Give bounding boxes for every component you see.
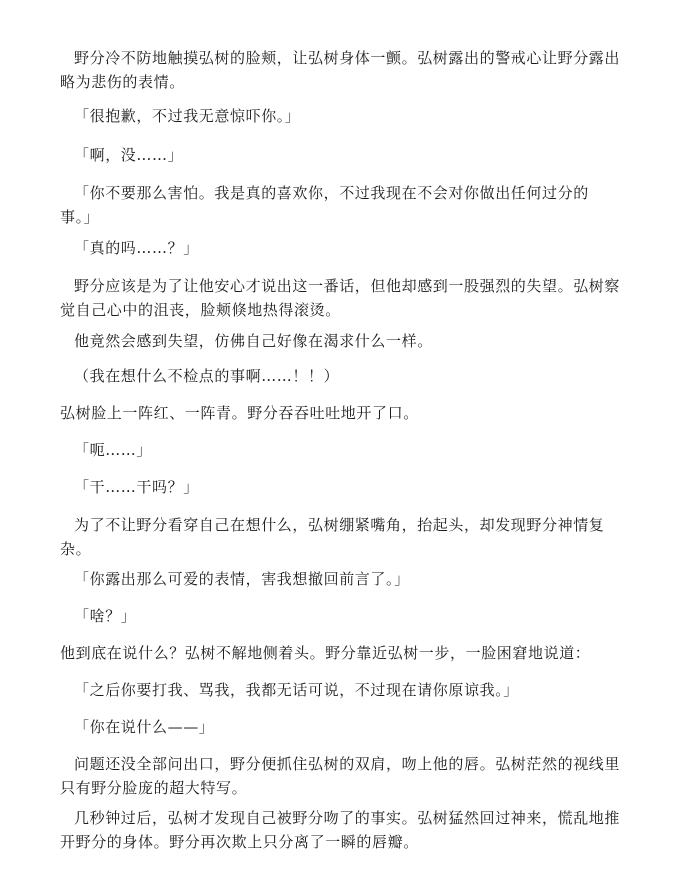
paragraph xyxy=(74,143,634,167)
text-line: 「你不要那么害怕。我是真的喜欢你，不过我现在不会对你做出任何过分的 xyxy=(74,184,589,202)
paragraph xyxy=(60,401,634,425)
text-line: 「呃……」 xyxy=(74,441,153,459)
text-line: 「你在说什么——」 xyxy=(74,718,215,736)
text-line: 事。」 xyxy=(60,208,100,226)
text-line: 只有野分脸庞的超大特写。 xyxy=(60,779,248,797)
text-line: 「干……干吗？」 xyxy=(74,478,199,496)
text-line: 他到底在说什么？弘树不解地侧着头。野分靠近弘树一步，一脸困窘地说道： xyxy=(60,644,591,662)
paragraph xyxy=(74,715,634,739)
paragraph xyxy=(74,329,634,353)
text-line: 开野分的身体。野分再次欺上只分离了一瞬的唇瓣。 xyxy=(60,833,419,851)
text-line: 杂。 xyxy=(60,540,92,558)
paragraph xyxy=(74,567,634,591)
paragraph xyxy=(74,438,634,462)
text-line: 野分冷不防地触摸弘树的脸颊，让弘树身体一颤。弘树露出的警戒心让野分露出 xyxy=(74,49,621,67)
paragraph xyxy=(60,274,634,322)
paragraph xyxy=(74,475,634,499)
text-line: 问题还没全部问出口，野分便抓住弘树的双肩，吻上他的唇。弘树茫然的视线里 xyxy=(74,755,621,773)
text-line: 「很抱歉，不过我无意惊吓你。」 xyxy=(74,107,301,125)
text-line: 「啥？」 xyxy=(74,607,137,625)
text-line: 略为悲伤的表情。 xyxy=(60,73,185,91)
text-line: 「啊，没……」 xyxy=(74,146,184,164)
paragraph xyxy=(60,513,634,561)
text-line: （我在想什么不检点的事啊……！！） xyxy=(74,367,340,385)
paragraph xyxy=(60,752,634,800)
text-line: 他竟然会感到失望，仿佛自己好像在渴求什么一样。 xyxy=(74,332,433,350)
paragraph xyxy=(60,806,634,854)
text-line: 弘树脸上一阵红、一阵青。野分吞吞吐吐地开了口。 xyxy=(60,404,419,422)
text-line: 野分应该是为了让他安心才说出这一番话，但他却感到一股强烈的失望。弘树察 xyxy=(74,277,621,295)
paragraph xyxy=(74,104,634,128)
text-line: 「你露出那么可爱的表情，害我想撤回前言了。」 xyxy=(74,570,410,588)
paragraph xyxy=(74,678,634,702)
text-line: 「真的吗……？」 xyxy=(74,239,199,257)
text-line: 「之后你要打我、骂我，我都无话可说，不过现在请你原谅我。」 xyxy=(74,681,519,699)
paragraph xyxy=(74,236,634,260)
paragraph xyxy=(60,641,634,665)
text-line: 几秒钟过后，弘树才发现自己被野分吻了的事实。弘树猛然回过神来，慌乱地推 xyxy=(74,809,621,827)
paragraph xyxy=(74,604,634,628)
paragraph xyxy=(74,364,634,388)
paragraph xyxy=(60,46,634,94)
text-line: 为了不让野分看穿自己在想什么，弘树绷紧嘴角，抬起头，却发现野分神情复 xyxy=(74,516,605,534)
paragraph xyxy=(60,181,634,229)
text-line: 觉自己心中的沮丧，脸颊倏地热得滚烫。 xyxy=(60,301,341,319)
